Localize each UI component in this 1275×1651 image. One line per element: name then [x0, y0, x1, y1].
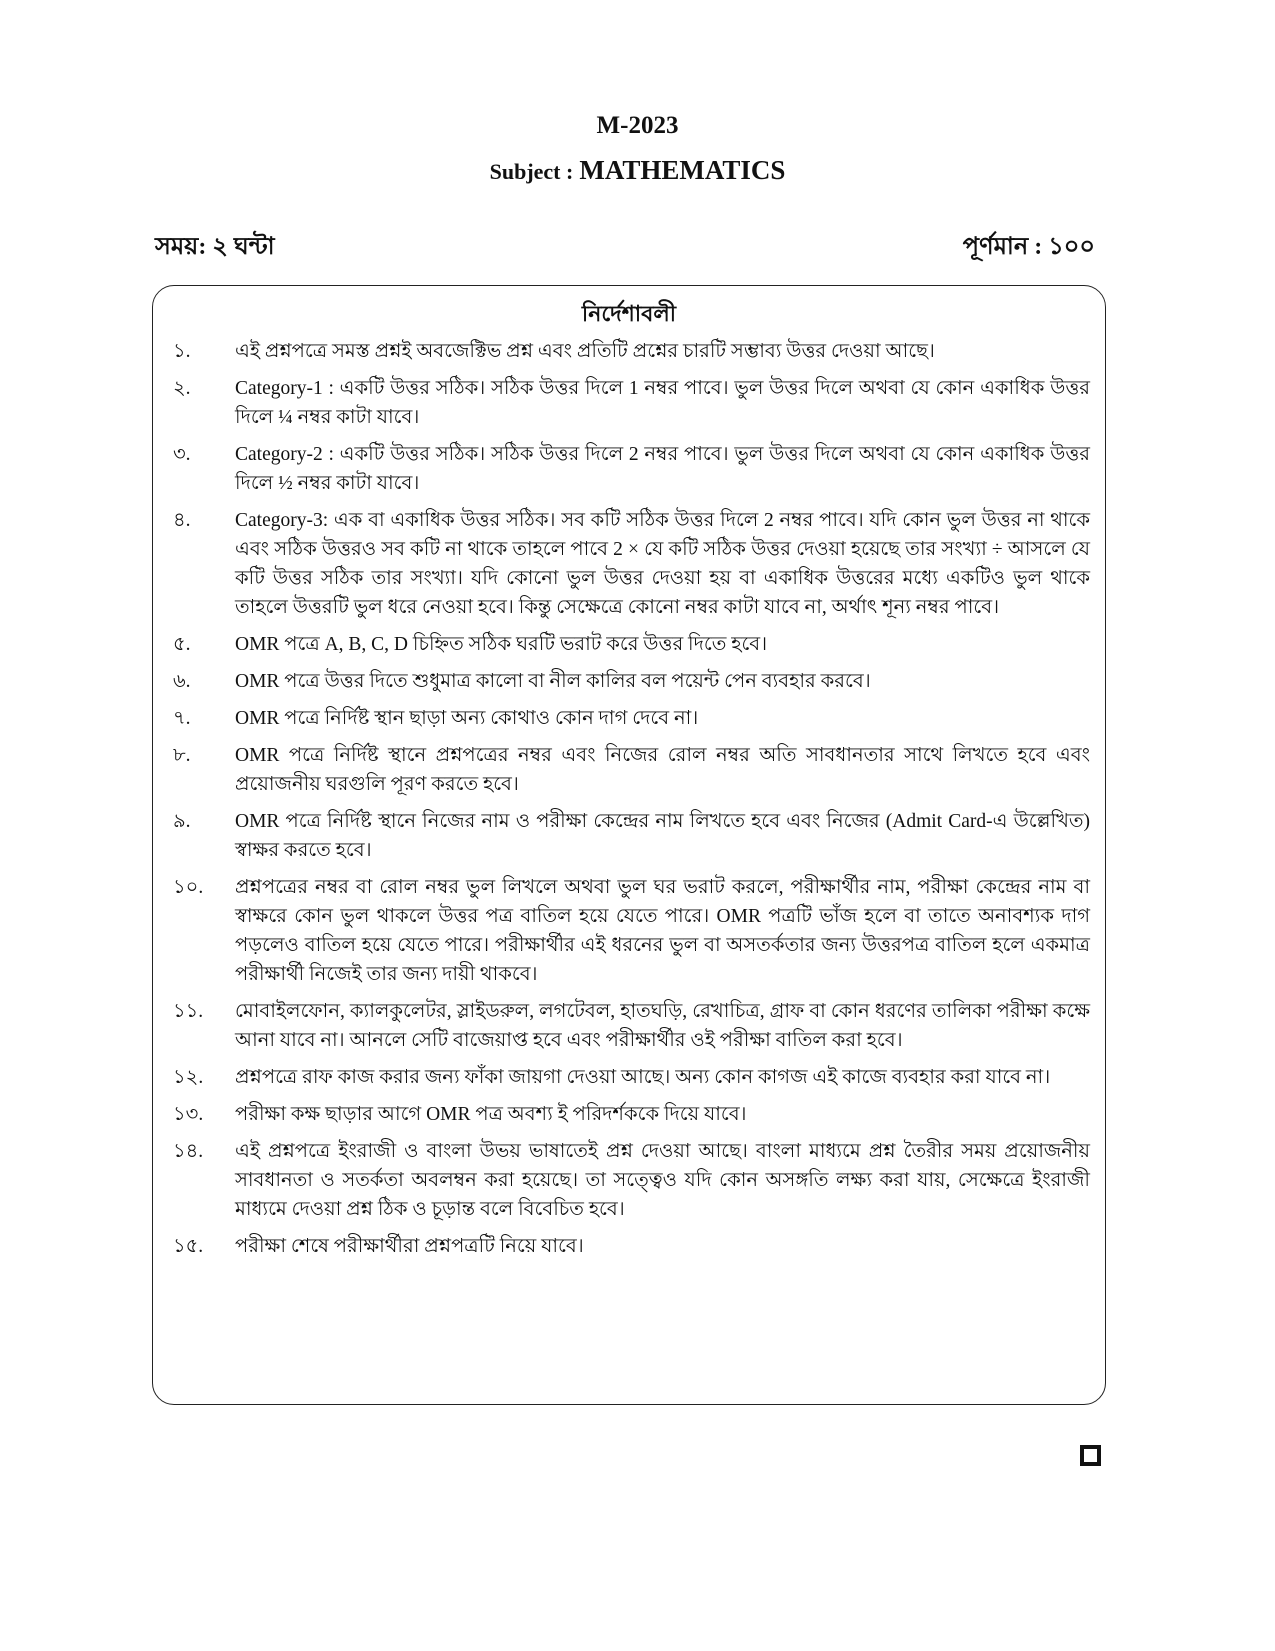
- instruction-text: OMR পত্রে উত্তর দিতে শুধুমাত্র কালো বা নীল কালির বল পয়েন্ট পেন ব্যবহার করবে।: [235, 671, 871, 692]
- instruction-number: ২.: [173, 378, 191, 399]
- instruction-text: প্রশ্নপত্রের নম্বর বা রোল নম্বর ভুল লিখলে অথবা ভুল ঘর ভরাট করলে, পরীক্ষার্থীর নাম, পরীক্ষা কেন্দ্রের নাম বা স্বাক্ষরে কোন ভুল থাকলে উত্তর পত্র বাতিল হয়ে যেতে পারে। OMR পত্রটি ভাঁজ হলে বা তাতে অনাবশ্যক দাগ পড়লেও বাতিল হয়ে যেতে পারে। পরীক্ষার্থীর এই ধরনের ভুল বা অসতর্কতার জন্য উত্তরপত্র বাতিল হলে একমাত্র পরীক্ষার্থী নিজেই তার জন্য দায়ী থাকবে।: [235, 877, 1090, 985]
- instruction-item: [165, 667, 1090, 696]
- instruction-number: ১৫.: [173, 1236, 204, 1257]
- instructions-list: [165, 337, 1090, 1269]
- page-corner-square-icon: [1080, 1445, 1101, 1466]
- instruction-item: [165, 741, 1090, 799]
- instruction-text: পরীক্ষা শেষে পরীক্ষার্থীরা প্রশ্নপত্রটি নিয়ে যাবে।: [235, 1236, 584, 1257]
- instruction-text: এই প্রশ্নপত্রে ইংরাজী ও বাংলা উভয় ভাষাতেই প্রশ্ন দেওয়া আছে। বাংলা মাধ্যমে প্রশ্ন তৈরীর সময় প্রয়োজনীয় সাবধানতা ও সতর্কতা অবলম্বন করা হয়েছে। তা সত্ত্বেও যদি কোন অসঙ্গতি লক্ষ্য করা যায়, সেক্ষেত্রে ইংরাজী মাধ্যমে দেওয়া প্রশ্ন ঠিক ও চূড়ান্ত বলে বিবেচিত হবে।: [235, 1141, 1090, 1220]
- subject-label: Subject :: [489, 159, 574, 184]
- instruction-text: OMR পত্রে A, B, C, D চিহ্নিত সঠিক ঘরটি ভরাট করে উত্তর দিতে হবে।: [235, 634, 768, 655]
- instruction-text: পরীক্ষা কক্ষ ছাড়ার আগে OMR পত্র অবশ্য ই পরিদর্শককে দিয়ে যাবে।: [235, 1104, 747, 1125]
- instructions-heading: নির্দেশাবলী: [581, 301, 677, 326]
- instruction-item: [165, 506, 1090, 622]
- instruction-number: ১.: [173, 341, 191, 362]
- instruction-number: ১৩.: [173, 1104, 204, 1125]
- exam-code: M-2023: [596, 112, 679, 139]
- exam-time: সময়: ২ ঘন্টা: [155, 234, 275, 260]
- instruction-text: Category-3: এক বা একাধিক উত্তর সঠিক। সব কটি সঠিক উত্তর দিলে 2 নম্বর পাবে। যদি কোন ভুল উত্তর না থাকে এবং সঠিক উত্তরও সব কটি না থাকে তাহলে পাবে 2 × যে কটি সঠিক উত্তর দেওয়া হয়েছে তার সংখ্যা ÷ আসলে যে কটি উত্তর সঠিক তার সংখ্যা। যদি কোনো ভুল উত্তর দেওয়া হয় বা একাধিক উত্তরের মধ্যে একটিও ভুল থাকে তাহলে উত্তরটি ভুল ধরে নেওয়া হবে। কিন্তু সেক্ষেত্রে কোনো নম্বর কাটা যাবে না, অর্থাৎ শূন্য নম্বর পাবে।: [235, 510, 1090, 618]
- instruction-text: OMR পত্রে নির্দিষ্ট স্থানে নিজের নাম ও পরীক্ষা কেন্দ্রের নাম লিখতে হবে এবং নিজের (Admit Card-এ উল্লেখিত) স্বাক্ষর করতে হবে।: [235, 811, 1090, 861]
- instruction-number: ৬.: [173, 671, 191, 692]
- instruction-text: Category-2 : একটি উত্তর সঠিক। সঠিক উত্তর দিলে 2 নম্বর পাবে। ভুল উত্তর দিলে অথবা যে কোন একাধিক উত্তর দিলে ½ নম্বর কাটা যাবে।: [235, 444, 1090, 494]
- instruction-text: মোবাইলফোন, ক্যালকুলেটর, স্লাইডরুল, লগটেবল, হাতঘড়ি, রেখাচিত্র, গ্রাফ বা কোন ধরণের তালিকা পরীক্ষা কক্ষে আনা যাবে না। আনলে সেটি বাজেয়াপ্ত হবে এবং পরীক্ষার্থীর ওই পরীক্ষা বাতিল করা হবে।: [235, 1001, 1090, 1051]
- instruction-item: [165, 1063, 1090, 1092]
- instruction-text: Category-1 : একটি উত্তর সঠিক। সঠিক উত্তর দিলে 1 নম্বর পাবে। ভুল উত্তর দিলে অথবা যে কোন একাধিক উত্তর দিলে ¼ নম্বর কাটা যাবে।: [235, 378, 1090, 428]
- instruction-item: [165, 440, 1090, 498]
- instruction-item: [165, 997, 1090, 1055]
- instruction-number: ৪.: [173, 510, 191, 531]
- instruction-item: [165, 337, 1090, 366]
- instruction-item: [165, 873, 1090, 989]
- instruction-item: [165, 1100, 1090, 1129]
- instruction-number: ৮.: [173, 745, 191, 766]
- instruction-item: [165, 374, 1090, 432]
- instruction-number: ৯.: [173, 811, 191, 832]
- instruction-item: [165, 630, 1090, 659]
- instruction-number: ৩.: [173, 444, 191, 465]
- instruction-item: [165, 807, 1090, 865]
- instruction-number: ৭.: [173, 708, 191, 729]
- instruction-number: ১১.: [173, 1001, 204, 1022]
- instruction-text: এই প্রশ্নপত্রে সমস্ত প্রশ্নই অবজেক্টিভ প্রশ্ন এবং প্রতিটি প্রশ্নের চারটি সম্ভাব্য উত্তর দেওয়া আছে।: [235, 341, 935, 362]
- subject-line: [0, 155, 1275, 186]
- instruction-text: প্রশ্নপত্রে রাফ কাজ করার জন্য ফাঁকা জায়গা দেওয়া আছে। অন্য কোন কাগজ এই কাজে ব্যবহার করা যাবে না।: [235, 1067, 1051, 1088]
- subject-name: MATHEMATICS: [579, 155, 786, 185]
- instruction-item: [165, 1137, 1090, 1224]
- instruction-number: ১০.: [173, 877, 204, 898]
- full-marks: পূর্ণমান : ১০০: [962, 234, 1095, 260]
- instruction-number: ১৪.: [173, 1141, 204, 1162]
- instruction-text: OMR পত্রে নির্দিষ্ট স্থান ছাড়া অন্য কোথাও কোন দাগ দেবে না।: [235, 708, 699, 729]
- instruction-number: ৫.: [173, 634, 191, 655]
- instruction-item: [165, 1232, 1090, 1261]
- instruction-number: ১২.: [173, 1067, 204, 1088]
- instruction-text: OMR পত্রে নির্দিষ্ট স্থানে প্রশ্নপত্রের নম্বর এবং নিজের রোল নম্বর অতি সাবধানতার সাথে লিখতে হবে এবং প্রয়োজনীয় ঘরগুলি পূরণ করতে হবে।: [235, 745, 1090, 795]
- instruction-item: [165, 704, 1090, 733]
